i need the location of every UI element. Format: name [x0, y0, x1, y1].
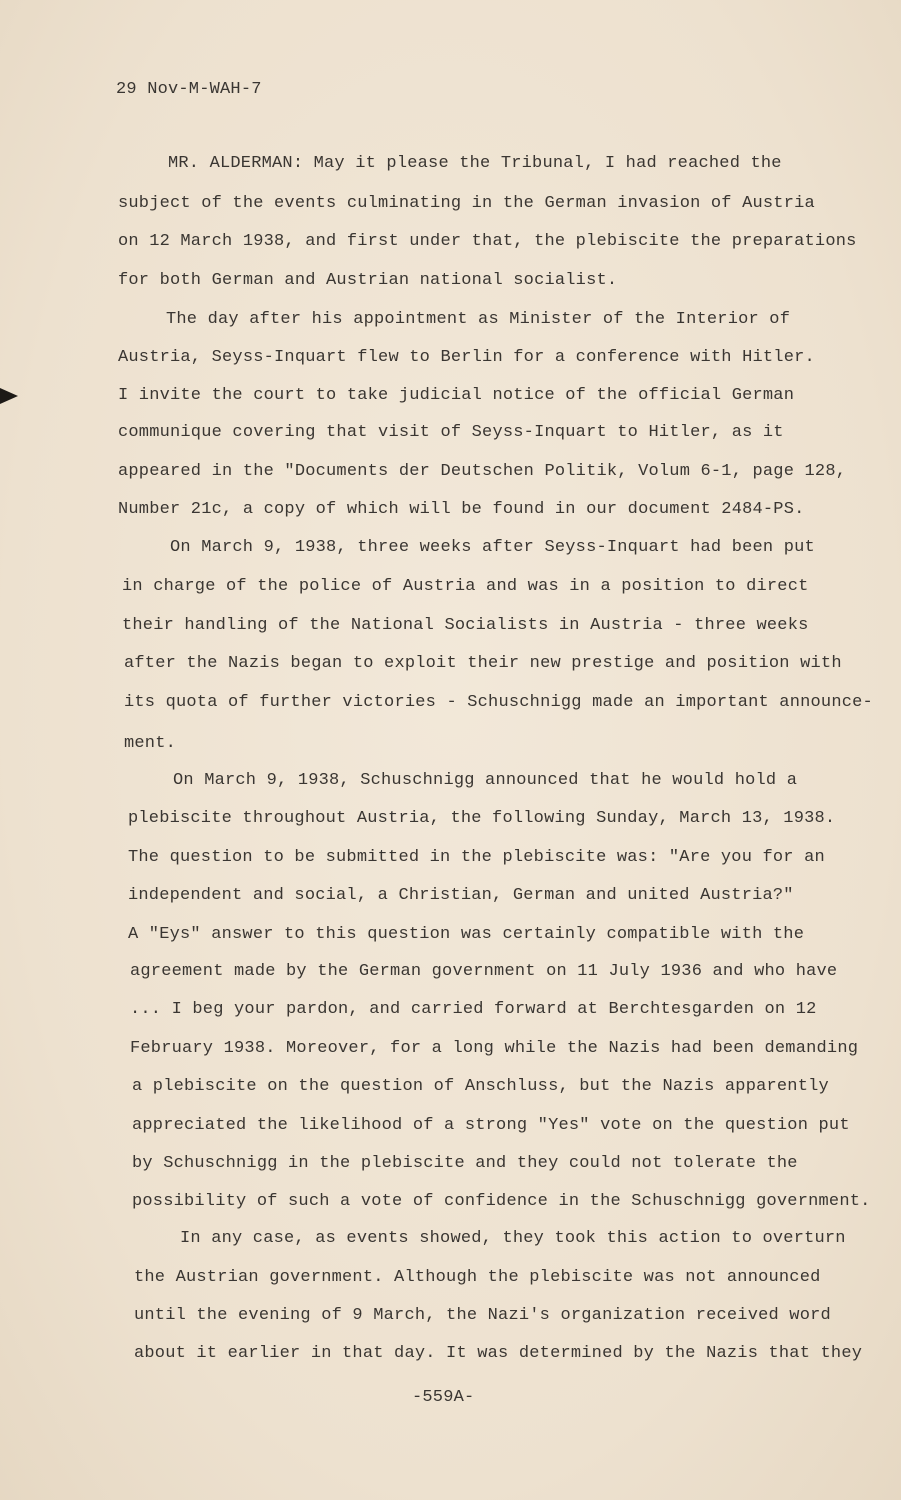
text-line: MR. ALDERMAN: May it please the Tribunal, I had reached the: [168, 154, 782, 173]
text-line: about it earlier in that day. It was determined by the Nazis that they: [134, 1344, 863, 1363]
text-line: the Austrian government. Although the plebiscite was not announced: [134, 1268, 821, 1287]
text-line: in charge of the police of Austria and was in a position to direct: [122, 577, 809, 596]
text-line: possibility of such a vote of confidence in the Schuschnigg government.: [132, 1192, 871, 1211]
text-line: communique covering that visit of Seyss-Inquart to Hitler, as it: [118, 423, 784, 442]
text-line: ment.: [124, 734, 177, 753]
text-line: The question to be submitted in the plebiscite was: "Are you for an: [128, 848, 825, 867]
text-line: ... I beg your pardon, and carried forward at Berchtesgarden on 12: [130, 1000, 817, 1019]
text-line: subject of the events culminating in the German invasion of Austria: [118, 194, 815, 213]
text-line: on 12 March 1938, and first under that, the plebiscite the preparations: [118, 232, 857, 251]
page-number: -559A-: [412, 1388, 475, 1407]
text-line: a plebiscite on the question of Anschluss, but the Nazis apparently: [132, 1077, 829, 1096]
text-line: appreciated the likelihood of a strong "Yes" vote on the question put: [132, 1116, 850, 1135]
text-line: plebiscite throughout Austria, the following Sunday, March 13, 1938.: [128, 809, 836, 828]
text-line: The day after his appointment as Minister of the Interior of: [166, 310, 791, 329]
text-line: its quota of further victories - Schuschnigg made an important announce-: [124, 693, 873, 712]
text-line: On March 9, 1938, Schuschnigg announced that he would hold a: [173, 771, 798, 790]
text-line: for both German and Austrian national socialist.: [118, 271, 618, 290]
text-line: In any case, as events showed, they took this action to overturn: [180, 1229, 846, 1248]
text-line: after the Nazis began to exploit their new prestige and position with: [124, 654, 842, 673]
text-line: I invite the court to take judicial notice of the official German: [118, 386, 795, 405]
text-line: their handling of the National Socialists in Austria - three weeks: [122, 616, 809, 635]
text-line: On March 9, 1938, three weeks after Seyss-Inquart had been put: [170, 538, 815, 557]
text-line: independent and social, a Christian, German and united Austria?": [128, 886, 794, 905]
text-line: until the evening of 9 March, the Nazi's organization received word: [134, 1306, 831, 1325]
text-line: Number 21c, a copy of which will be found in our document 2484-PS.: [118, 500, 805, 519]
text-line: A "Eys" answer to this question was certainly compatible with the: [128, 925, 805, 944]
edge-tab-marker: [0, 388, 18, 404]
text-line: Austria, Seyss-Inquart flew to Berlin for a conference with Hitler.: [118, 348, 815, 367]
text-line: appeared in the "Documents der Deutschen Politik, Volum 6-1, page 128,: [118, 462, 847, 481]
document-header: 29 Nov-M-WAH-7: [116, 80, 262, 99]
text-line: February 1938. Moreover, for a long while the Nazis had been demanding: [130, 1039, 859, 1058]
text-line: by Schuschnigg in the plebiscite and they could not tolerate the: [132, 1154, 798, 1173]
text-line: agreement made by the German government on 11 July 1936 and who have: [130, 962, 838, 981]
